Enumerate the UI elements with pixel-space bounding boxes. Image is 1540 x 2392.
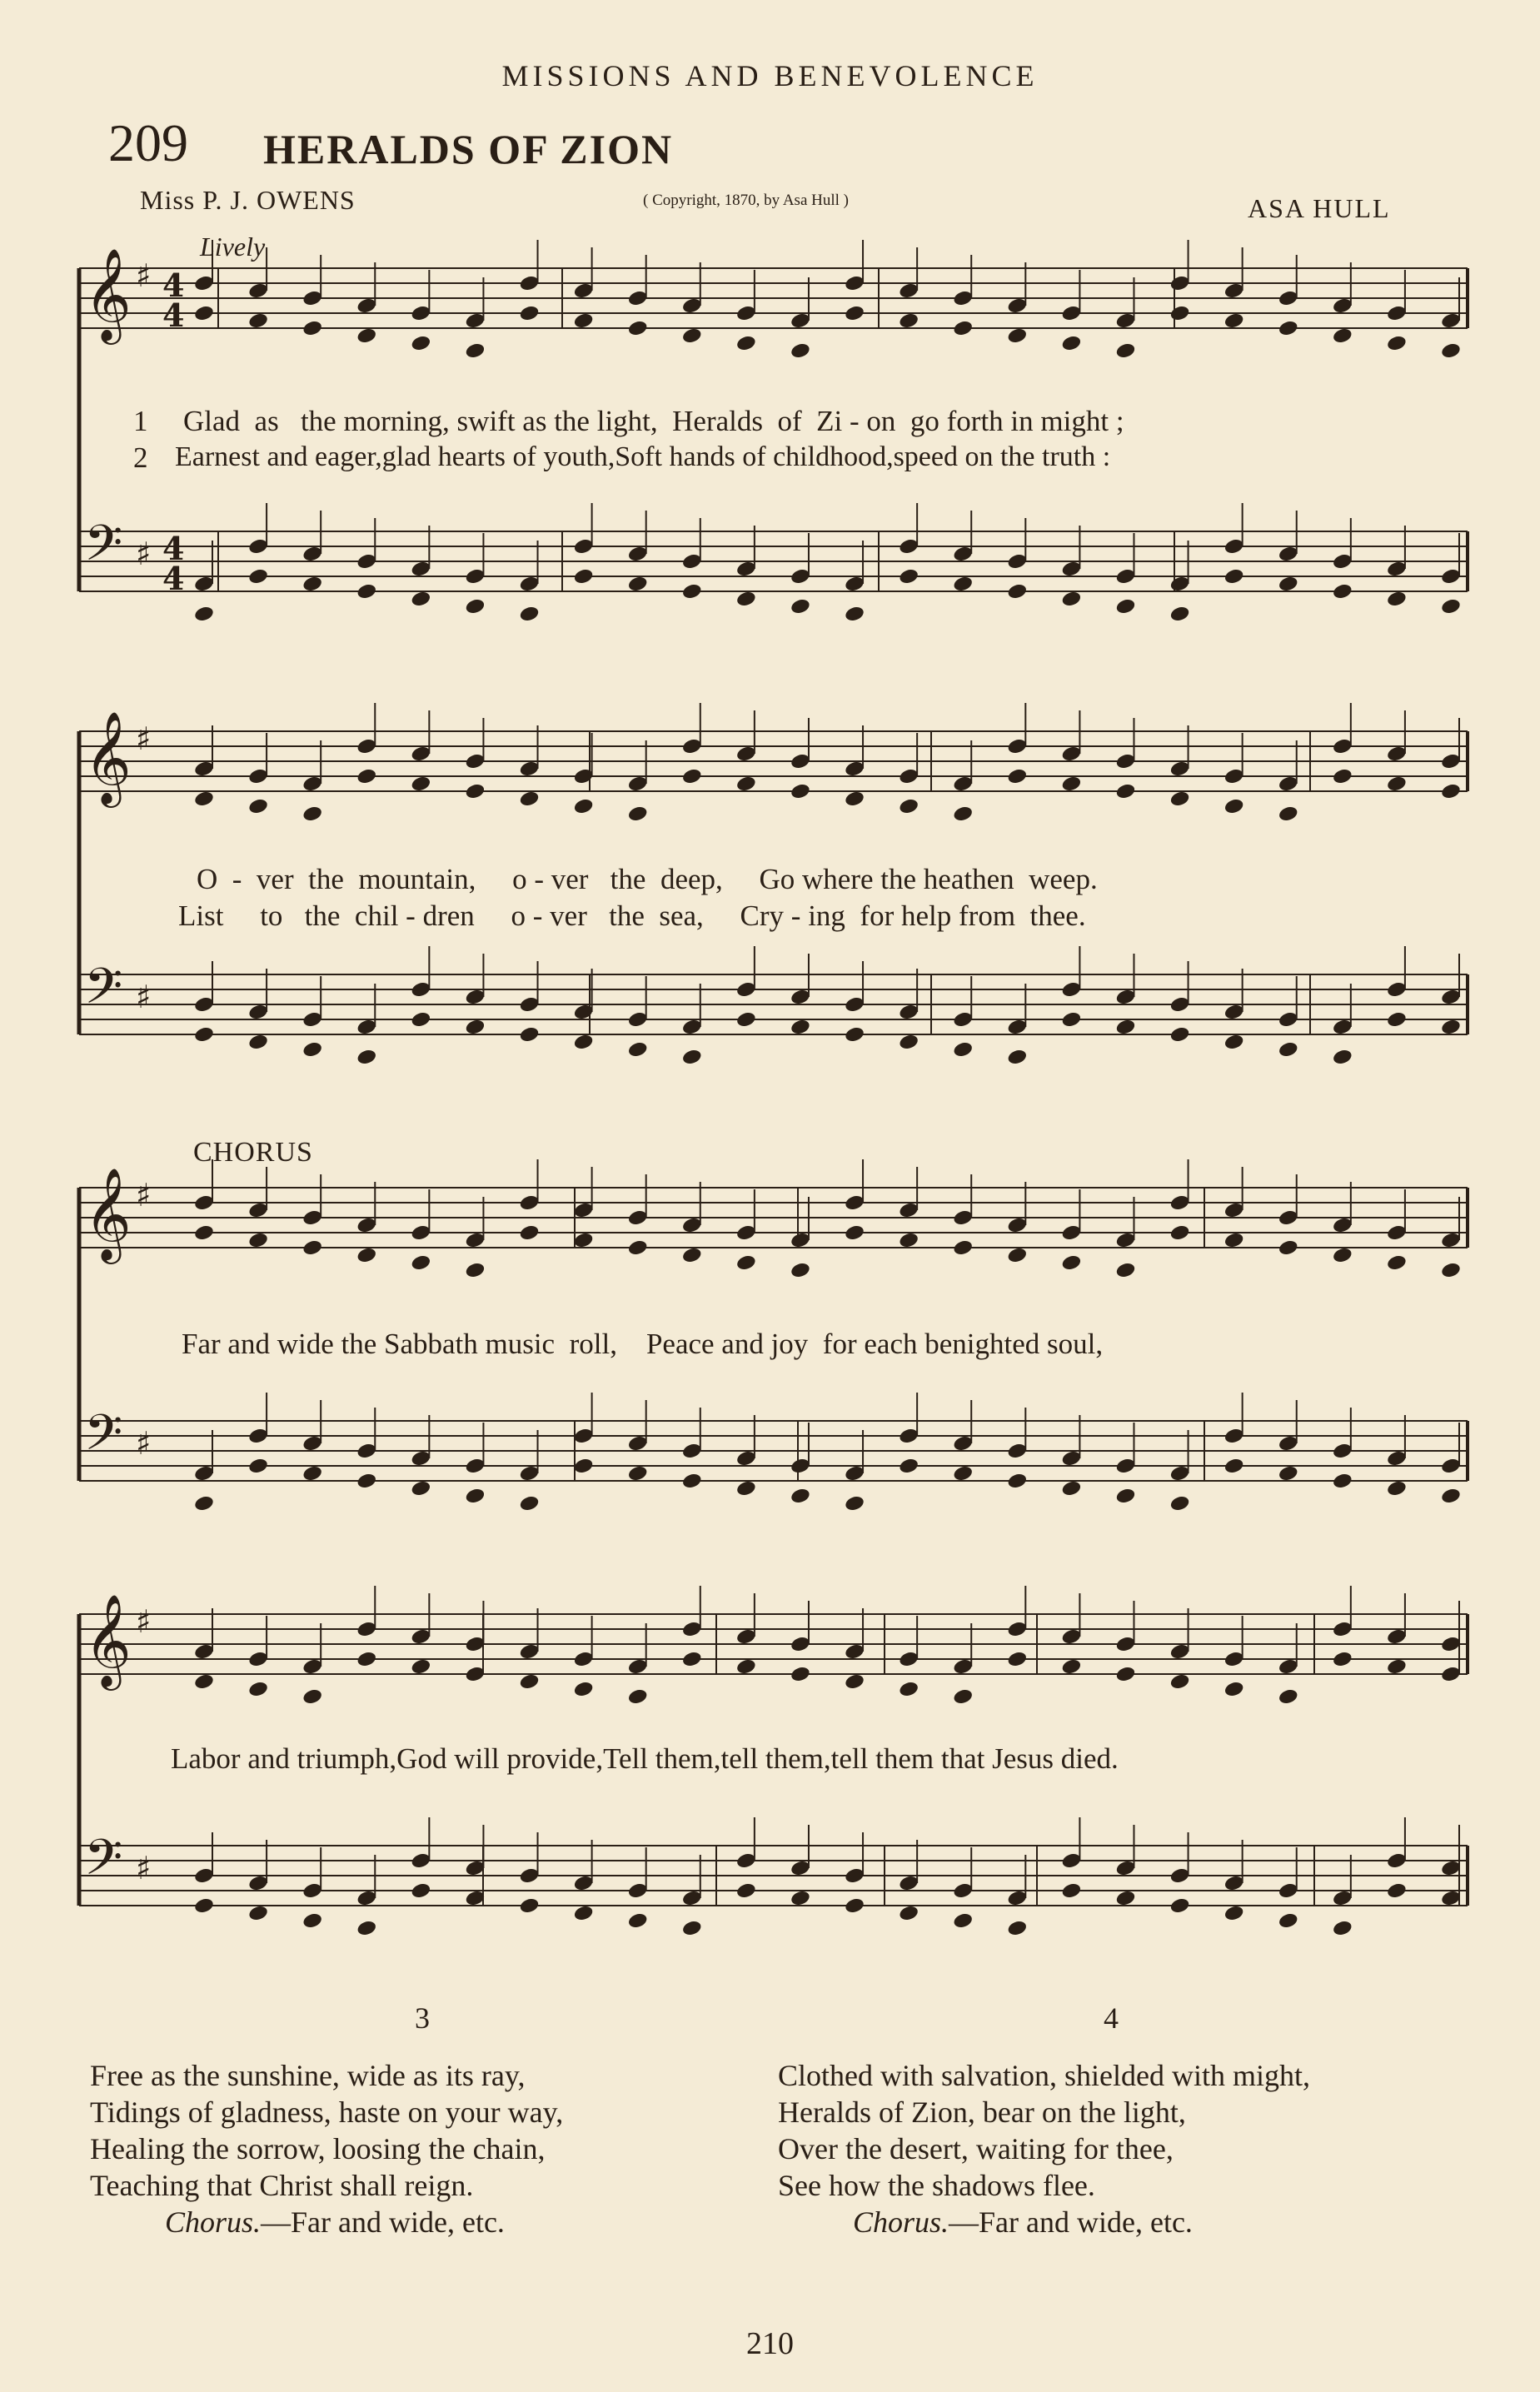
- notehead: [302, 805, 323, 823]
- notehead: [1006, 582, 1028, 600]
- notehead: [193, 1672, 215, 1691]
- notehead: [1169, 304, 1191, 322]
- notehead: [1115, 341, 1137, 360]
- notehead: [302, 319, 323, 337]
- notehead: [519, 1025, 541, 1044]
- stanza-line: Tidings of gladness, haste on your way,: [90, 2095, 564, 2129]
- notehead: [573, 1457, 595, 1475]
- notehead: [247, 1231, 269, 1249]
- notehead: [1115, 1487, 1137, 1505]
- notehead: [1060, 334, 1082, 352]
- notehead: [1440, 782, 1462, 800]
- sharp-sign: ♯: [136, 1850, 152, 1886]
- sharp-sign: ♯: [136, 536, 152, 572]
- notehead: [952, 575, 974, 593]
- notehead: [573, 1680, 595, 1698]
- notehead: [247, 567, 269, 586]
- tempo-marking: Lively: [200, 232, 266, 262]
- notehead: [465, 341, 486, 360]
- notehead: [844, 790, 865, 808]
- notehead: [302, 1687, 323, 1706]
- notehead: [1224, 1033, 1245, 1051]
- notehead: [1386, 1881, 1408, 1900]
- notehead: [356, 582, 377, 600]
- notehead: [735, 1253, 757, 1272]
- stanza-line: Free as the sunshine, wide as its ray,: [90, 2059, 526, 2092]
- notehead: [465, 1487, 486, 1505]
- notehead: [356, 1246, 377, 1264]
- notehead: [519, 1494, 541, 1512]
- notehead: [1006, 1919, 1028, 1937]
- notehead: [1332, 582, 1353, 600]
- notehead: [1440, 1261, 1462, 1279]
- notehead: [519, 1672, 541, 1691]
- notehead: [1060, 590, 1082, 608]
- notehead: [410, 775, 431, 793]
- notehead: [844, 304, 865, 322]
- sharp-sign: ♯: [136, 257, 152, 294]
- notehead: [735, 1657, 757, 1676]
- notehead: [844, 605, 865, 623]
- notehead: [790, 1487, 811, 1505]
- sharp-sign: ♯: [136, 1425, 152, 1462]
- notehead: [1006, 1048, 1028, 1066]
- notehead: [1169, 1494, 1191, 1512]
- page-number: 210: [746, 2326, 794, 2361]
- notehead: [1169, 605, 1191, 623]
- stanza-line: Teaching that Christ shall reign.: [90, 2169, 474, 2202]
- chorus-ref-label: Chorus.: [853, 2205, 949, 2239]
- stanza-line: Clothed with salvation, shielded with might,: [778, 2059, 1310, 2092]
- notehead: [356, 767, 377, 785]
- notehead: [627, 1238, 649, 1257]
- notehead: [1060, 775, 1082, 793]
- notehead: [573, 311, 595, 330]
- notehead: [573, 797, 595, 815]
- notehead: [573, 1904, 595, 1922]
- notehead: [356, 1472, 377, 1490]
- notehead: [519, 1223, 541, 1242]
- notehead: [465, 1261, 486, 1279]
- notehead: [1440, 1018, 1462, 1036]
- notehead: [1332, 326, 1353, 345]
- notehead: [735, 1010, 757, 1029]
- notehead: [410, 1657, 431, 1676]
- notehead: [735, 1479, 757, 1497]
- notehead: [1386, 1657, 1408, 1676]
- notehead: [898, 567, 920, 586]
- notehead: [193, 605, 215, 623]
- notehead: [681, 1048, 703, 1066]
- bass-clef: 𝄢: [84, 1403, 123, 1473]
- notehead: [627, 805, 649, 823]
- notehead: [1224, 311, 1245, 330]
- notehead: [1278, 1687, 1299, 1706]
- notehead: [1115, 1665, 1137, 1683]
- notehead: [1169, 1025, 1191, 1044]
- author-credit: Miss P. J. OWENS: [140, 185, 356, 215]
- notehead: [410, 590, 431, 608]
- notehead: [1440, 341, 1462, 360]
- notehead: [573, 567, 595, 586]
- notehead: [1440, 597, 1462, 615]
- notehead: [1224, 1231, 1245, 1249]
- notehead: [627, 1040, 649, 1059]
- notehead: [519, 790, 541, 808]
- notehead: [790, 341, 811, 360]
- stanza-number: 4: [1104, 2001, 1119, 2035]
- chorus-ref-label: Chorus.: [165, 2205, 262, 2239]
- notehead: [356, 326, 377, 345]
- notehead: [410, 334, 431, 352]
- notehead: [410, 1479, 431, 1497]
- notehead: [1169, 790, 1191, 808]
- lyric-line: Labor and triumph,God will provide,Tell them,tell them,tell them that Jesus died.: [171, 1742, 1119, 1775]
- time-signature: 4: [162, 267, 185, 304]
- notehead: [1332, 1246, 1353, 1264]
- notehead: [735, 1881, 757, 1900]
- notehead: [681, 1246, 703, 1264]
- stanza-3: [90, 2057, 563, 2240]
- chorus-label: CHORUS: [193, 1137, 313, 1168]
- notehead: [1386, 590, 1408, 608]
- notehead: [410, 1253, 431, 1272]
- notehead: [1224, 1457, 1245, 1475]
- notehead: [627, 319, 649, 337]
- notehead: [1224, 1680, 1245, 1698]
- notehead: [1169, 1896, 1191, 1915]
- notehead: [790, 1889, 811, 1907]
- notehead: [627, 1911, 649, 1930]
- lyric-line: Earnest and eager,glad hearts of youth,Soft hands of childhood,speed on the truth :: [175, 441, 1111, 472]
- sharp-sign: ♯: [136, 979, 152, 1015]
- notehead: [952, 1911, 974, 1930]
- treble-clef: 𝄞: [84, 710, 132, 804]
- notehead: [356, 1650, 377, 1668]
- treble-clef: 𝄞: [84, 1593, 132, 1687]
- hymn-number: 209: [108, 113, 188, 172]
- notehead: [790, 782, 811, 800]
- notehead: [1224, 567, 1245, 586]
- notehead: [844, 1672, 865, 1691]
- sharp-sign: ♯: [136, 1603, 152, 1640]
- notehead: [1115, 1261, 1137, 1279]
- copyright-notice: ( Copyright, 1870, by Asa Hull ): [643, 192, 849, 209]
- chorus-ref-text: —Far and wide, etc.: [949, 2205, 1193, 2239]
- notehead: [573, 1033, 595, 1051]
- section-header: MISSIONS AND BENEVOLENCE: [501, 59, 1039, 92]
- notehead: [898, 1457, 920, 1475]
- notehead: [302, 1040, 323, 1059]
- bass-clef: 𝄢: [84, 957, 123, 1027]
- treble-clef: 𝄞: [84, 1167, 132, 1260]
- notehead: [627, 1464, 649, 1483]
- verse-number: 2: [133, 441, 148, 474]
- notehead: [1332, 1048, 1353, 1066]
- notehead: [1115, 1018, 1137, 1036]
- notehead: [193, 1494, 215, 1512]
- chorus-ref-text: —Far and wide, etc.: [261, 2205, 505, 2239]
- notehead: [465, 1018, 486, 1036]
- notehead: [1060, 1010, 1082, 1029]
- notehead: [1386, 334, 1408, 352]
- lyric-line: List to the chil - dren o - ver the sea, Cry - ing for help from thee.: [178, 899, 1086, 932]
- notehead: [898, 311, 920, 330]
- notehead: [952, 1040, 974, 1059]
- notehead: [1006, 767, 1028, 785]
- notehead: [735, 775, 757, 793]
- notehead: [1060, 1881, 1082, 1900]
- notehead: [1278, 319, 1299, 337]
- notehead: [1386, 1010, 1408, 1029]
- sharp-sign: ♯: [136, 720, 152, 757]
- notehead: [1169, 1223, 1191, 1242]
- notehead: [1278, 1911, 1299, 1930]
- lyric-line: Glad as the morning, swift as the light, Heralds of Zi - on go forth in might ;: [183, 405, 1124, 437]
- notehead: [952, 319, 974, 337]
- sharp-sign: ♯: [136, 1177, 152, 1213]
- notehead: [898, 797, 920, 815]
- notehead: [465, 782, 486, 800]
- notehead: [247, 311, 269, 330]
- notehead: [790, 597, 811, 615]
- notehead: [1386, 1253, 1408, 1272]
- notehead: [247, 1904, 269, 1922]
- notehead: [302, 575, 323, 593]
- notehead: [898, 1680, 920, 1698]
- notehead: [1006, 1650, 1028, 1668]
- notehead: [681, 1650, 703, 1668]
- notehead: [844, 1494, 865, 1512]
- stanza-line: Healing the sorrow, loosing the chain,: [90, 2132, 546, 2165]
- hymn-title: HERALDS OF ZION: [263, 126, 674, 172]
- stanza-line: See how the shadows flee.: [778, 2169, 1095, 2202]
- notehead: [1060, 1657, 1082, 1676]
- notehead: [790, 1018, 811, 1036]
- notehead: [844, 1896, 865, 1915]
- notehead: [193, 304, 215, 322]
- notehead: [247, 1457, 269, 1475]
- notehead: [1386, 775, 1408, 793]
- notehead: [193, 1896, 215, 1915]
- notehead: [681, 767, 703, 785]
- notehead: [193, 1025, 215, 1044]
- notehead: [1332, 1472, 1353, 1490]
- verse-number: 1: [133, 405, 148, 437]
- notehead: [844, 1223, 865, 1242]
- notehead: [302, 1911, 323, 1930]
- notehead: [1060, 1479, 1082, 1497]
- notehead: [193, 790, 215, 808]
- notehead: [952, 1464, 974, 1483]
- notehead: [790, 1665, 811, 1683]
- notehead: [735, 334, 757, 352]
- notehead: [681, 1919, 703, 1937]
- notehead: [1006, 1246, 1028, 1264]
- lyric-line: O - ver the mountain, o - ver the deep, Go where the heathen weep.: [197, 863, 1098, 895]
- notehead: [735, 590, 757, 608]
- notehead: [1440, 1487, 1462, 1505]
- notehead: [627, 575, 649, 593]
- notehead: [627, 1687, 649, 1706]
- notehead: [1332, 767, 1353, 785]
- notehead: [1386, 1479, 1408, 1497]
- notehead: [519, 1896, 541, 1915]
- bass-clef: 𝄢: [84, 514, 123, 584]
- notehead: [193, 1223, 215, 1242]
- notehead: [681, 582, 703, 600]
- notehead: [790, 1261, 811, 1279]
- notehead: [573, 1231, 595, 1249]
- stanza-line: Heralds of Zion, bear on the light,: [778, 2095, 1186, 2129]
- notehead: [1278, 805, 1299, 823]
- notehead: [356, 1048, 377, 1066]
- notehead: [519, 304, 541, 322]
- stanza-line: Over the desert, waiting for thee,: [778, 2132, 1174, 2165]
- time-signature: 4: [162, 530, 185, 567]
- notehead: [1278, 1464, 1299, 1483]
- notehead: [681, 1472, 703, 1490]
- notehead: [844, 1025, 865, 1044]
- notehead: [247, 797, 269, 815]
- notehead: [410, 1010, 431, 1029]
- chorus-reference: [778, 2204, 1310, 2240]
- notehead: [1332, 1919, 1353, 1937]
- notehead: [681, 326, 703, 345]
- bass-clef: 𝄢: [84, 1828, 123, 1898]
- lyric-line: Far and wide the Sabbath music roll, Peace and joy for each benighted soul,: [182, 1328, 1104, 1360]
- notehead: [952, 805, 974, 823]
- notehead: [1060, 1253, 1082, 1272]
- notehead: [1115, 1889, 1137, 1907]
- notehead: [247, 1680, 269, 1698]
- stanza-number: 3: [415, 2001, 430, 2035]
- notehead: [1169, 1672, 1191, 1691]
- notehead: [302, 1464, 323, 1483]
- notehead: [1224, 1904, 1245, 1922]
- notehead: [247, 1033, 269, 1051]
- notehead: [1278, 1238, 1299, 1257]
- treble-clef: 𝄞: [84, 247, 132, 341]
- notehead: [1278, 1040, 1299, 1059]
- notehead: [898, 1904, 920, 1922]
- notehead: [1115, 597, 1137, 615]
- notehead: [898, 1231, 920, 1249]
- notehead: [952, 1687, 974, 1706]
- notehead: [1006, 326, 1028, 345]
- notehead: [519, 605, 541, 623]
- notehead: [302, 1238, 323, 1257]
- notehead: [465, 597, 486, 615]
- notehead: [356, 1919, 377, 1937]
- notehead: [1006, 1472, 1028, 1490]
- notehead: [952, 1238, 974, 1257]
- notehead: [1224, 797, 1245, 815]
- time-signature: 4: [162, 297, 185, 334]
- notehead: [898, 1033, 920, 1051]
- composer-credit: ASA HULL: [1248, 193, 1391, 223]
- notehead: [1332, 1650, 1353, 1668]
- time-signature: 4: [162, 560, 185, 597]
- notehead: [1278, 575, 1299, 593]
- stanza-4: [778, 2057, 1310, 2240]
- chorus-reference: [90, 2204, 563, 2240]
- notehead: [410, 1881, 431, 1900]
- notehead: [1115, 782, 1137, 800]
